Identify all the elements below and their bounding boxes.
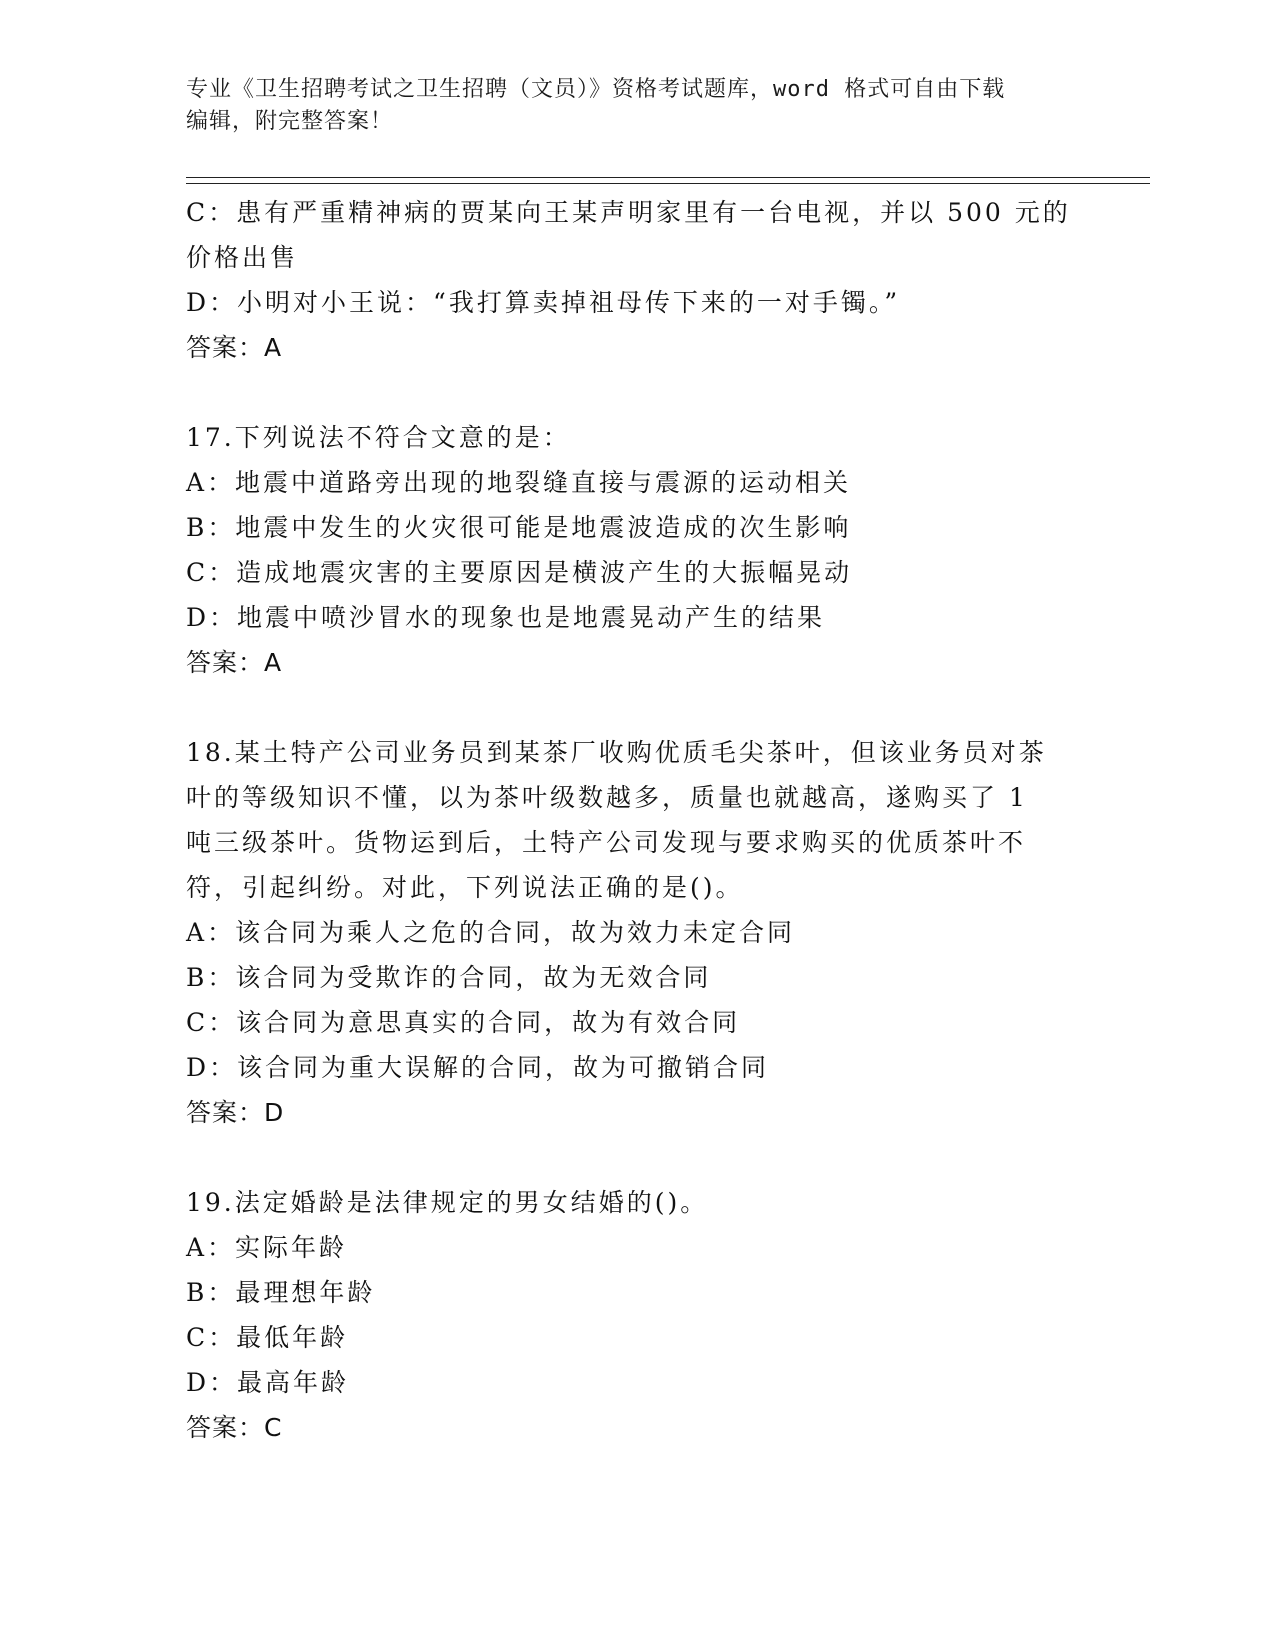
spacer: [186, 370, 1086, 415]
header-divider-bottom: [186, 183, 1150, 184]
document-header: [186, 74, 1086, 138]
answer: 答案：C: [186, 1413, 283, 1442]
option-c: C：患有严重精神病的贾某向王某声明家里有一台电视，并以 500 元的: [186, 198, 1071, 227]
header-line-2: 编辑，附完整答案！: [186, 109, 394, 134]
question-stem-line-3: 吨三级茶叶。货物运到后，土特产公司发现与要求购买的优质茶叶不: [186, 828, 1027, 857]
question-stem-line-4: 符，引起纠纷。对此，下列说法正确的是()。: [186, 873, 744, 902]
option-b: B：地震中发生的火灾很可能是地震波造成的次生影响: [186, 513, 852, 542]
option-b: B：最理想年龄: [186, 1278, 376, 1307]
answer: 答案：A: [186, 333, 283, 362]
option-c: C：最低年龄: [186, 1323, 349, 1352]
option-b: B：该合同为受欺诈的合同，故为无效合同: [186, 963, 712, 992]
option-d: D：小明对小王说：“我打算卖掉祖母传下来的一对手镯。”: [186, 288, 901, 317]
option-d: D：地震中喷沙冒水的现象也是地震晃动产生的结果: [186, 603, 826, 632]
question-list: [186, 190, 1086, 1450]
option-c-continued: 价格出售: [186, 243, 299, 272]
spacer: [186, 1135, 1086, 1180]
question-18: [186, 730, 1086, 1135]
question-19: [186, 1180, 1086, 1450]
question-stem: 17.下列说法不符合文意的是：: [186, 423, 571, 452]
option-c: C：造成地震灾害的主要原因是横波产生的大振幅晃动: [186, 558, 853, 587]
question-16-tail: [186, 190, 1086, 370]
answer: 答案：A: [186, 648, 283, 677]
option-a: A：该合同为乘人之危的合同，故为效力未定合同: [186, 918, 796, 947]
answer: 答案：D: [186, 1098, 285, 1127]
spacer: [186, 685, 1086, 730]
option-c: C：该合同为意思真实的合同，故为有效合同: [186, 1008, 741, 1037]
question-stem-line-2: 叶的等级知识不懂，以为茶叶级数越多，质量也就越高，遂购买了 1: [186, 783, 1028, 812]
question-stem: 19.法定婚龄是法律规定的男女结婚的()。: [186, 1188, 709, 1217]
header-divider-top: [186, 177, 1150, 178]
header-line-1: 专业《卫生招聘考试之卫生招聘（文员）》资格考试题库，word 格式可自由下载: [186, 77, 1006, 102]
option-d: D：最高年龄: [186, 1368, 350, 1397]
question-17: [186, 415, 1086, 685]
option-a: A：实际年龄: [186, 1233, 348, 1262]
option-a: A：地震中道路旁出现的地裂缝直接与震源的运动相关: [186, 468, 852, 497]
question-stem-line-1: 18.某土特产公司业务员到某茶厂收购优质毛尖茶叶，但该业务员对茶: [186, 738, 1047, 767]
option-d: D：该合同为重大误解的合同，故为可撤销合同: [186, 1053, 770, 1082]
